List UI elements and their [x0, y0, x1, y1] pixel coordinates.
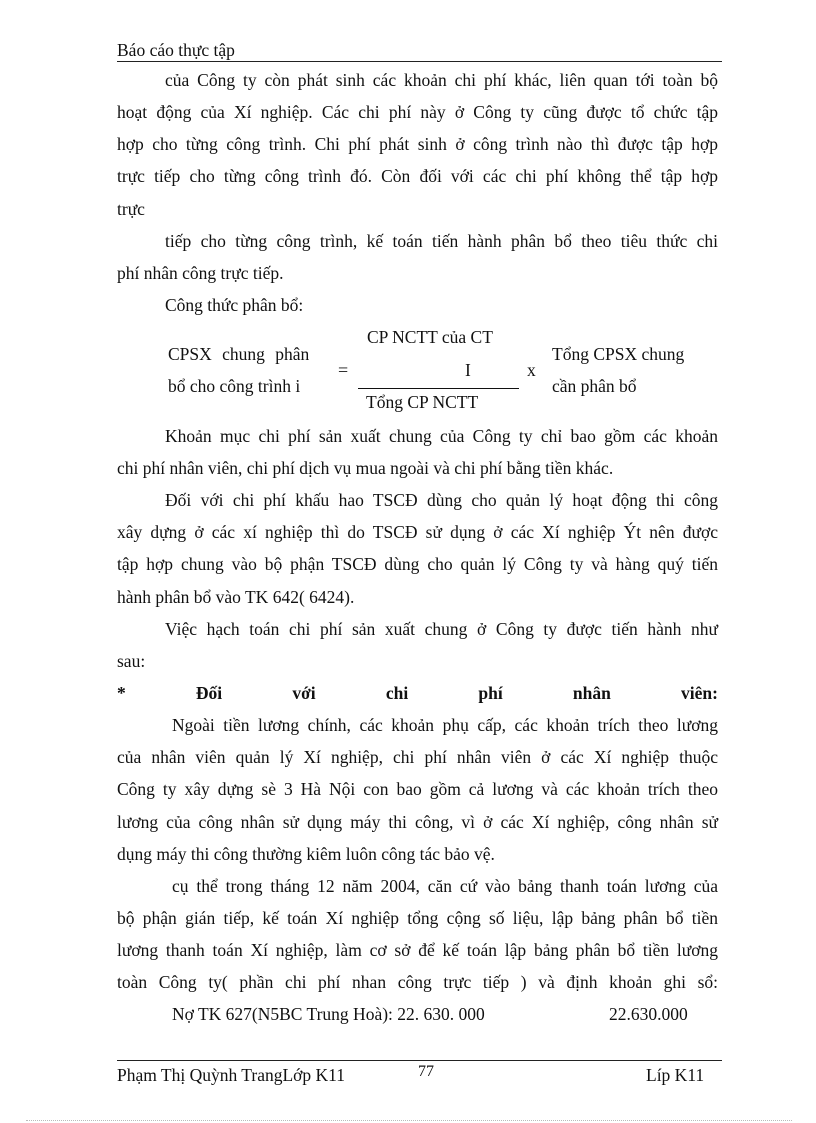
- text-line: Ngoài tiền lương chính, các khoản phụ cấp, các khoản trích theo lương: [172, 715, 718, 735]
- formula-denominator: Tổng CP NCTT: [366, 392, 479, 412]
- text-line: Việc hạch toán chi phí sản xuất chung ở Công ty được tiến hành như: [165, 619, 718, 639]
- heading-word: nhân: [572, 683, 611, 703]
- footer-rule: [117, 1060, 722, 1061]
- page-edge-divider: [26, 1120, 792, 1121]
- formula-rhs-line2: cần phân bổ: [552, 376, 637, 396]
- footer-class: Líp K11: [646, 1065, 705, 1085]
- text-line: chi phí nhân viên, chi phí dịch vụ mua ngoài và chi phí bằng tiền khác.: [117, 458, 614, 478]
- text-line: của Công ty còn phát sinh các khoản chi phí khác, liên quan tới toàn bộ: [165, 70, 718, 90]
- text-line: cụ thể trong tháng 12 năm 2004, căn cứ vào bảng thanh toán lương của: [172, 876, 718, 896]
- text-line: phí nhân công trực tiếp.: [117, 263, 284, 283]
- text-line: bộ phận gián tiếp, kế toán Xí nghiệp tổng cộng số liệu, lập bảng phân bổ tiền: [117, 908, 718, 928]
- text-line: tiếp cho từng công trình, kế toán tiến hành phân bổ theo tiêu thức chi: [165, 231, 718, 251]
- footer-author: Phạm Thị Quỳnh TrangLớp K11: [117, 1065, 346, 1085]
- text-line: hành phân bổ vào TK 642( 6424).: [117, 587, 355, 607]
- text-line: tập hợp chung vào bộ phận TSCĐ dùng cho quản lý Công ty và hàng quý tiến: [117, 554, 718, 574]
- heading-word: với: [292, 683, 316, 703]
- text-line: của nhân viên quản lý Xí nghiệp, chi phí nhân viên ở các Xí nghiệp thuộc: [117, 747, 718, 767]
- text-line: sau:: [117, 651, 146, 671]
- fraction-bar: [358, 388, 519, 389]
- text-line: Đối với chi phí khấu hao TSCĐ dùng cho quản lý hoạt động thi công: [165, 490, 718, 510]
- text-line: trực: [117, 199, 145, 219]
- formula-intro: Công thức phân bổ:: [165, 295, 304, 315]
- text-line: dụng máy thi công thường kiêm luôn công tác bảo vệ.: [117, 844, 495, 864]
- heading-word: Đối: [195, 683, 223, 703]
- text-line: trực tiếp cho từng công trình đó. Còn đối với các chi phí không thể tập hợp: [117, 166, 718, 186]
- formula-rhs-line1: Tổng CPSX chung: [552, 344, 685, 364]
- heading-word: phí: [478, 683, 503, 703]
- text-line: Khoản mục chi phí sản xuất chung của Công ty chỉ bao gồm các khoản: [165, 426, 718, 446]
- header-rule: [117, 61, 722, 62]
- formula-lhs-line2: bổ cho công trình i: [168, 376, 301, 396]
- formula-lhs-line1: CPSX chung phân: [168, 344, 310, 364]
- entry-amount: 22.630.000: [609, 1004, 688, 1024]
- heading-bullet: *: [117, 683, 126, 703]
- section-heading: [117, 682, 718, 704]
- text-line: lương thanh toán Xí nghiệp, làm cơ sở để kế toán lập bảng phân bổ tiền lương: [117, 940, 718, 960]
- page-number: 77: [418, 1063, 434, 1080]
- entry-debit: Nợ TK 627(N5BC Trung Hoà): 22. 630. 000: [172, 1004, 485, 1024]
- formula-numerator: CP NCTT của CT: [367, 327, 493, 347]
- text-line: hợp cho từng công trình. Chi phí phát sinh ở công trình nào thì được tập hợp: [117, 134, 718, 154]
- formula-times: x: [527, 360, 536, 380]
- page-header-title: Báo cáo thực tập: [117, 40, 235, 60]
- text-line: hoạt động của Xí nghiệp. Các chi phí này ở Công ty cũng được tổ chức tập: [117, 102, 718, 122]
- text-line: toàn Công ty( phần chi phí nhan công trực tiếp ) và định khoản ghi sổ:: [117, 972, 718, 992]
- formula-index: I: [465, 360, 471, 380]
- heading-word: chi: [385, 683, 409, 703]
- formula-equals: =: [338, 360, 349, 380]
- heading-word: viên:: [681, 683, 718, 703]
- text-line: Công ty xây dựng sè 3 Hà Nội con bao gồm cả lương và các khoản trích theo: [117, 779, 718, 799]
- text-line: lương của công nhân sử dụng máy thi công, vì ở các Xí nghiệp, công nhân sử: [117, 812, 718, 832]
- text-line: xây dựng ở các xí nghiệp thì do TSCĐ sử dụng ở các Xí nghiệp Ýt nên được: [117, 522, 718, 542]
